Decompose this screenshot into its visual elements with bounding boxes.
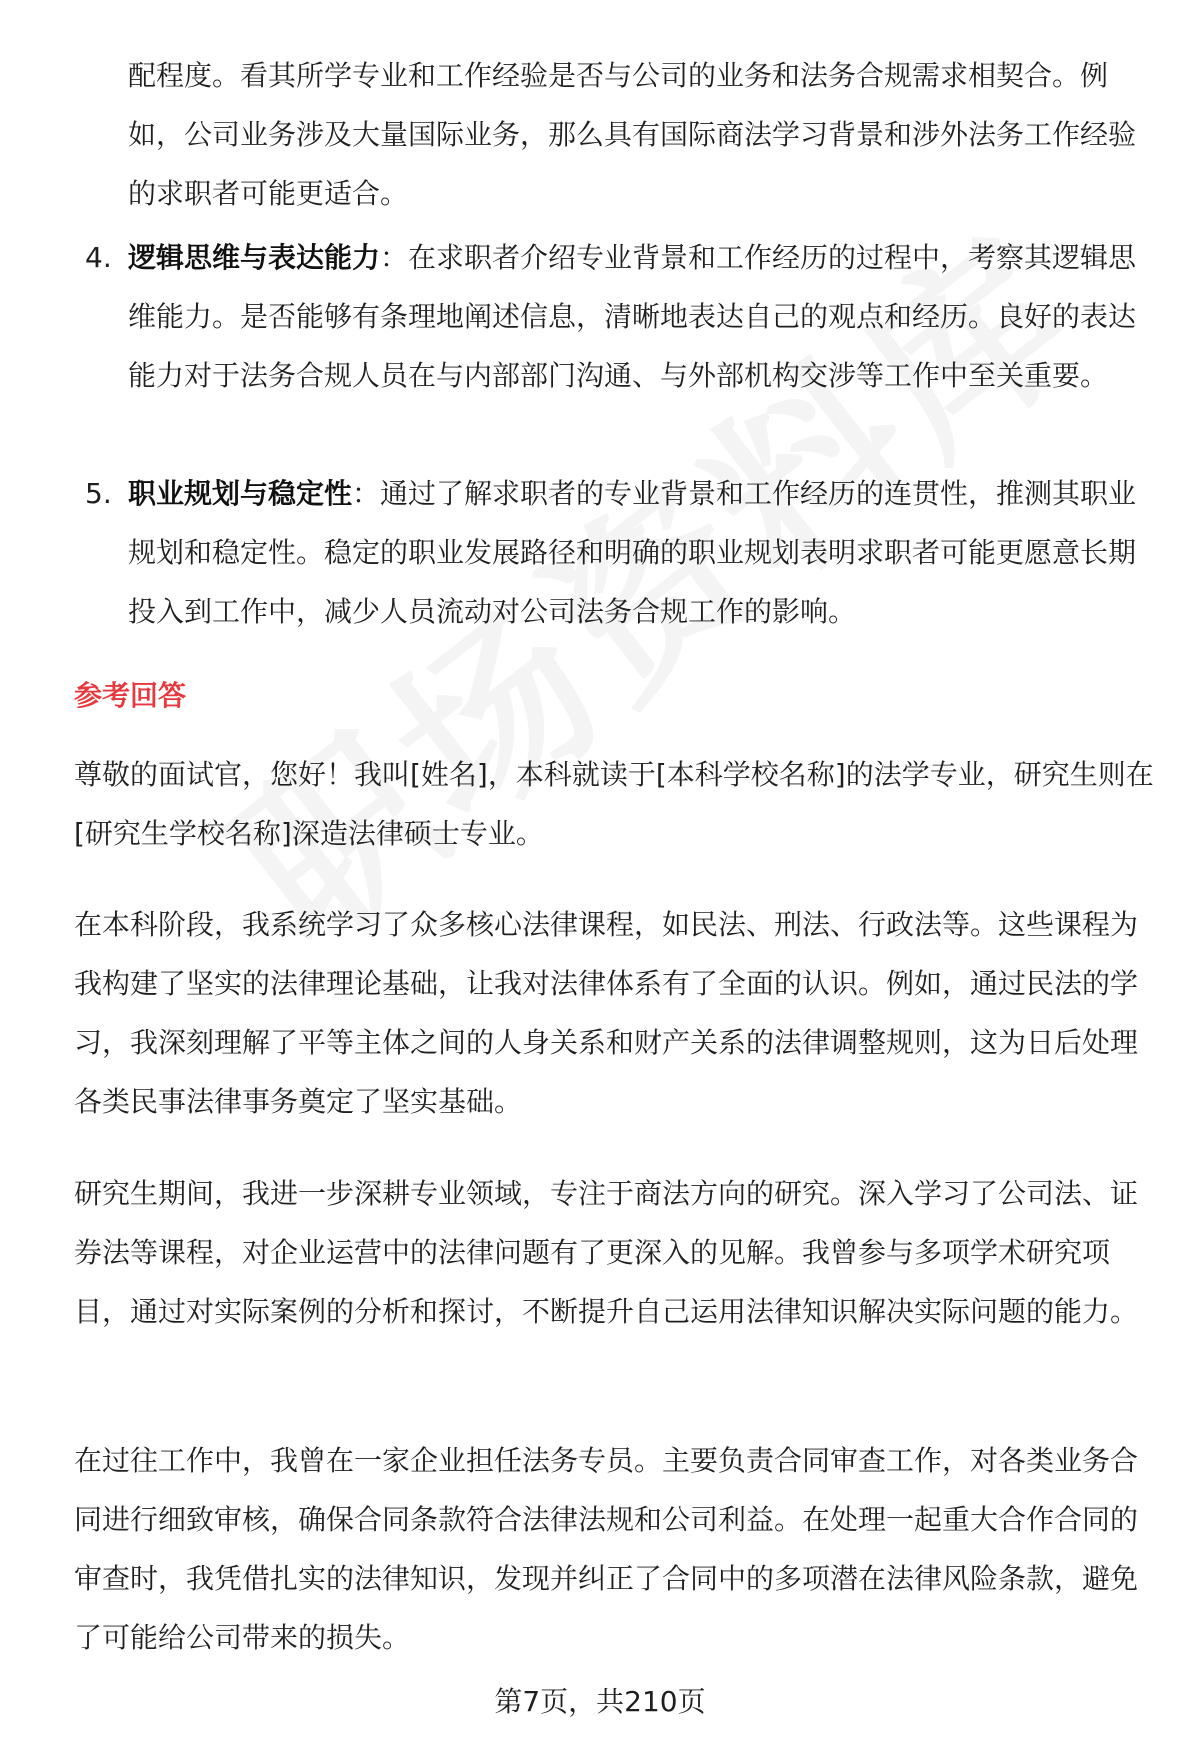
list-item-title: 逻辑思维与表达能力	[128, 241, 381, 274]
section-title: 参考回答	[74, 679, 187, 712]
answer-paragraph-2: 在本科阶段，我系统学习了众多核心法律课程，如民法、刑法、行政法等。这些课程为我构建了坚实的法律理论基础，让我对法律体系有了全面的认识。例如，通过民法的学习，我深刻理解了平等主体之间的人身关系和财产关系的法律调整规则，这为日后处理各类民事法律事务奠定了坚实基础。	[74, 908, 1139, 1118]
continuation-text: 配程度。看其所学专业和工作经验是否与公司的业务和法务合规需求相契合。例如，公司业务涉及大量国际业务，那么具有国际商法学习背景和涉外法务工作经验的求职者可能更适合。	[128, 59, 1137, 210]
list-item-4	[85, 228, 1158, 405]
list-item-text: ：在求职者介绍专业背景和工作经历的过程中，考察其逻辑思维能力。是否能够有条理地阐述信息，清晰地表达自己的观点和经历。良好的表达能力对于法务合规人员在与内部部门沟通、与外部机构交涉等工作中至关重要。	[128, 241, 1137, 392]
page-number: 第7页，共210页	[494, 1685, 706, 1718]
answer-paragraph-3: 研究生期间，我进一步深耕专业领域，专注于商法方向的研究。深入学习了公司法、证券法等课程，对企业运营中的法律问题有了更深入的见解。我曾参与多项学术研究项目，通过对实际案例的分析和探讨，不断提升自己运用法律知识解决实际问题的能力。	[74, 1177, 1139, 1328]
list-item-number: 4.	[85, 241, 112, 274]
list-item-5	[85, 464, 1158, 641]
answer-paragraph-4: 在过往工作中，我曾在一家企业担任法务专员。主要负责合同审查工作，对各类业务合同进行细致审核，确保合同条款符合法律法规和公司利益。在处理一起重大合作合同的审查时，我凭借扎实的法律知识，发现并纠正了合同中的多项潜在法律风险条款，避免了可能给公司带来的损失。	[74, 1444, 1139, 1654]
list-item-text: ：通过了解求职者的专业背景和工作经历的连贯性，推测其职业规划和稳定性。稳定的职业发展路径和明确的职业规划表明求职者可能更愿意长期投入到工作中，减少人员流动对公司法务合规工作的影响。	[128, 477, 1137, 628]
list-item-number: 5.	[85, 477, 112, 510]
answer-paragraph-1: 尊敬的面试官，您好！我叫[姓名]，本科就读于[本科学校名称]的法学专业，研究生则在[研究生学校名称]深造法律硕士专业。	[74, 758, 1154, 850]
list-item-title: 职业规划与稳定性	[128, 477, 353, 510]
